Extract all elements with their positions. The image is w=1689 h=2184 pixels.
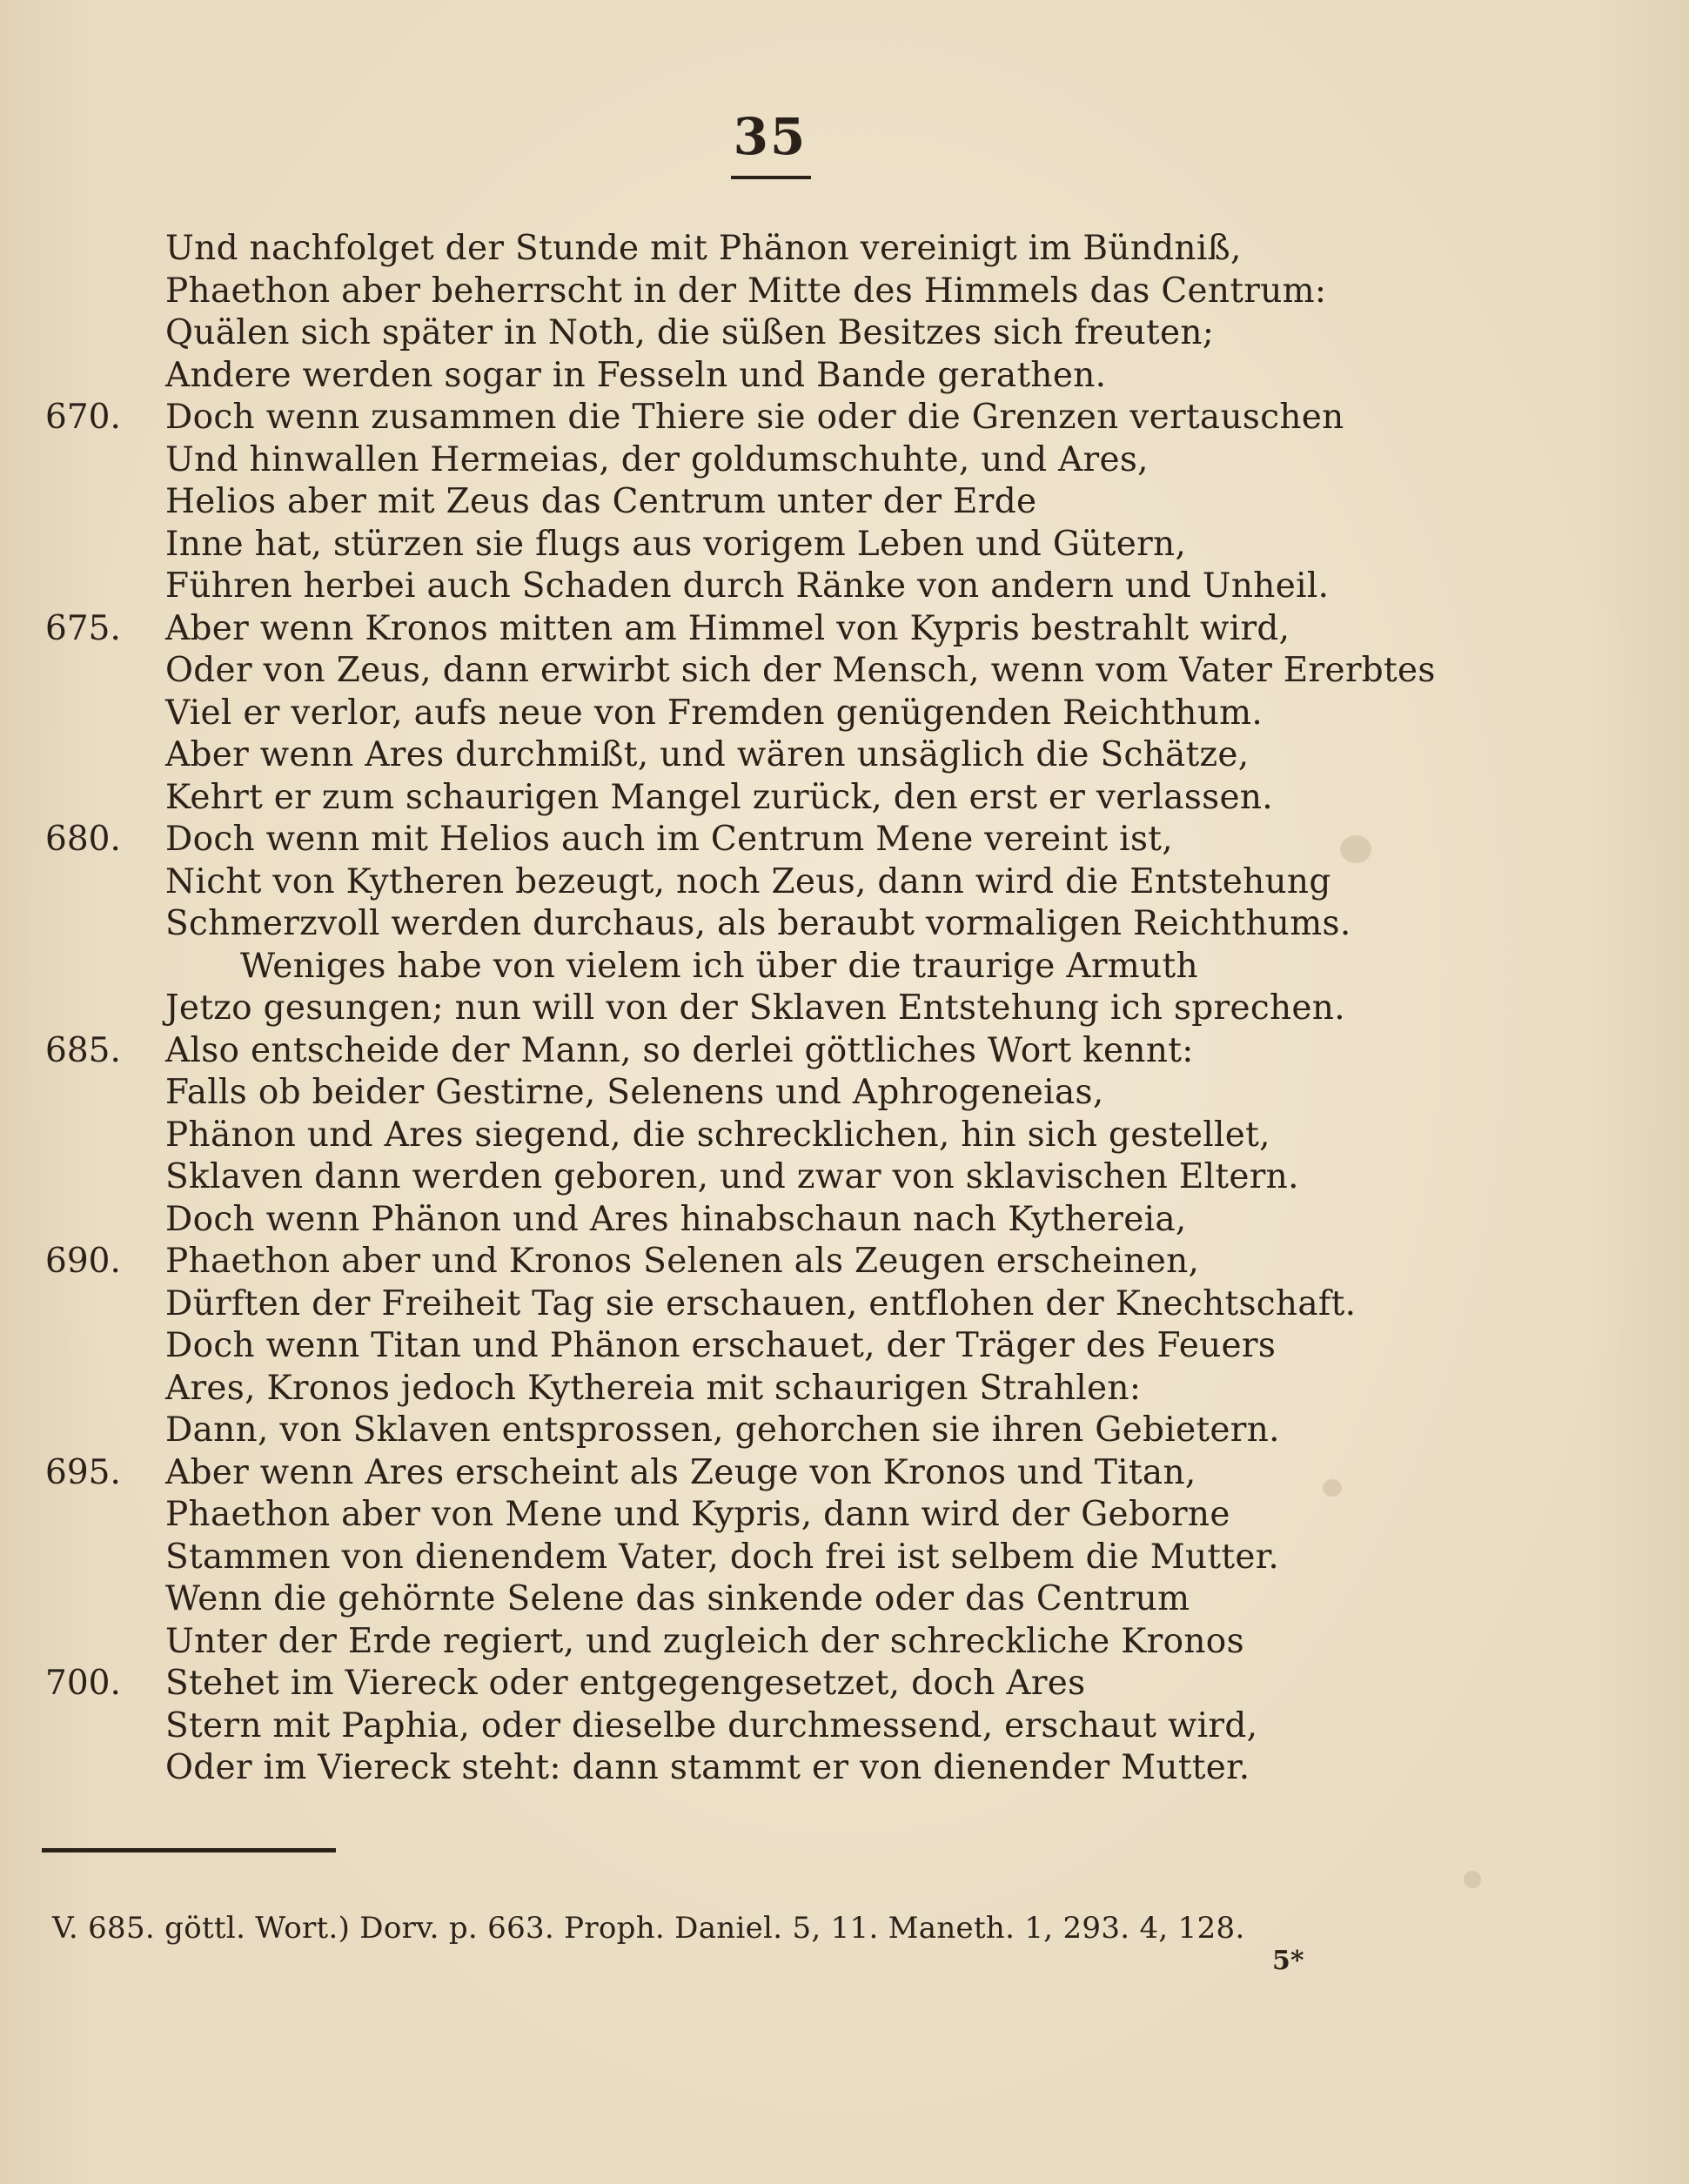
paper-stain bbox=[1464, 1871, 1481, 1888]
verse-line bbox=[0, 355, 1689, 398]
verse-number: 695. bbox=[45, 1452, 121, 1492]
verse-number: 690. bbox=[45, 1242, 121, 1281]
verse-text: Helios aber mit Zeus das Centrum unter der Erde bbox=[165, 482, 1037, 521]
verse-line bbox=[0, 397, 1689, 439]
verse-text: Phaethon aber und Kronos Selenen als Zeugen erscheinen, bbox=[165, 1242, 1200, 1281]
verse-line bbox=[0, 1115, 1689, 1157]
verse-line bbox=[0, 1325, 1689, 1368]
verse-text: Dürften der Freiheit Tag sie erschauen, entflohen der Knechtschaft. bbox=[165, 1283, 1357, 1323]
verse-text: Dann, von Sklaven entsprossen, gehorchen sie ihren Gebietern. bbox=[165, 1410, 1280, 1450]
verse-text: Phaethon aber beherrscht in der Mitte des Himmels das Centrum: bbox=[165, 271, 1327, 311]
verse-text: Inne hat, stürzen sie flugs aus vorigem Leben und Gütern, bbox=[165, 524, 1187, 564]
verse-text: Doch wenn Titan und Phänon erschauet, der Träger des Feuers bbox=[165, 1326, 1277, 1365]
verse-text: Jetzo gesungen; nun will von der Sklaven Entstehung ich sprechen. bbox=[165, 988, 1345, 1028]
verse-number: 670. bbox=[45, 398, 121, 437]
verse-line bbox=[0, 1072, 1689, 1115]
verse-line bbox=[0, 1494, 1689, 1537]
verse-text: Phaethon aber von Mene und Kypris, dann wird der Geborne bbox=[165, 1495, 1230, 1534]
verse-line bbox=[0, 1283, 1689, 1326]
verse-line bbox=[0, 1241, 1689, 1283]
verse-text: Oder von Zeus, dann erwirbt sich der Mensch, wenn vom Vater Ererbtes bbox=[165, 651, 1436, 690]
verse-text: Doch wenn Phänon und Ares hinabschaun nach Kythereia, bbox=[165, 1199, 1187, 1239]
verse-block bbox=[0, 228, 1689, 1790]
verse-text: Aber wenn Ares durchmißt, und wären unsäglich die Schätze, bbox=[165, 735, 1250, 774]
verse-line bbox=[0, 1199, 1689, 1242]
verse-line bbox=[0, 1368, 1689, 1410]
verse-text: Führen herbei auch Schaden durch Ränke von andern und Unheil. bbox=[165, 566, 1330, 606]
verse-text: Und hinwallen Hermeias, der goldumschuhte, und Ares, bbox=[165, 439, 1149, 479]
verse-line bbox=[0, 312, 1689, 355]
verse-line bbox=[0, 1747, 1689, 1790]
verse-line bbox=[0, 819, 1689, 861]
verse-text: Doch wenn zusammen die Thiere sie oder die Grenzen vertauschen bbox=[165, 398, 1344, 437]
footnote-rule bbox=[42, 1848, 336, 1852]
verse-text: Andere werden sogar in Fesseln und Bande gerathen. bbox=[165, 355, 1107, 395]
verse-line bbox=[0, 693, 1689, 735]
verse-line bbox=[0, 650, 1689, 693]
verse-text: Quälen sich später in Noth, die süßen Besitzes sich freuten; bbox=[165, 313, 1215, 352]
verse-number: 680. bbox=[45, 820, 121, 859]
verse-text: Kehrt er zum schaurigen Mangel zurück, den erst er verlassen. bbox=[165, 777, 1273, 817]
verse-line bbox=[0, 903, 1689, 946]
verse-number: 675. bbox=[45, 608, 121, 648]
verse-text: Viel er verlor, aufs neue von Fremden genügenden Reichthum. bbox=[165, 693, 1263, 733]
verse-text: Stammen von dienendem Vater, doch frei ist selbem die Mutter. bbox=[165, 1537, 1280, 1577]
verse-text: Stern mit Paphia, oder dieselbe durchmessend, erschaut wird, bbox=[165, 1705, 1258, 1745]
verse-text: Wenn die gehörnte Selene das sinkende oder das Centrum bbox=[165, 1579, 1190, 1618]
verse-text: Weniges habe von vielem ich über die traurige Armuth bbox=[240, 946, 1198, 986]
verse-line bbox=[0, 1156, 1689, 1199]
verse-number: 700. bbox=[45, 1664, 121, 1703]
verse-text: Doch wenn mit Helios auch im Centrum Mene vereint ist, bbox=[165, 820, 1173, 859]
verse-line bbox=[0, 1578, 1689, 1621]
verse-line bbox=[0, 524, 1689, 566]
verse-line bbox=[0, 1410, 1689, 1452]
verse-line bbox=[0, 861, 1689, 904]
verse-text: Stehet im Viereck oder entgegengesetzet, doch Ares bbox=[165, 1664, 1086, 1703]
verse-line bbox=[0, 1621, 1689, 1664]
signature-mark: 5* bbox=[1272, 1946, 1304, 1976]
verse-line bbox=[0, 1663, 1689, 1705]
verse-line bbox=[0, 608, 1689, 651]
verse-line bbox=[0, 1030, 1689, 1073]
verse-text: Nicht von Kytheren bezeugt, noch Zeus, dann wird die Entstehung bbox=[165, 861, 1331, 901]
verse-text: Unter der Erde regiert, und zugleich der schreckliche Kronos bbox=[165, 1621, 1244, 1661]
verse-text: Schmerzvoll werden durchaus, als beraubt vormaligen Reichthums. bbox=[165, 904, 1351, 943]
page-number: 35 bbox=[733, 107, 808, 166]
verse-text: Und nachfolget der Stunde mit Phänon vereinigt im Bündniß, bbox=[165, 229, 1242, 268]
verse-line bbox=[0, 271, 1689, 313]
verse-line bbox=[0, 228, 1689, 271]
verse-line bbox=[0, 988, 1689, 1030]
verse-text: Aber wenn Ares erscheint als Zeuge von Kronos und Titan, bbox=[165, 1452, 1196, 1492]
verse-line bbox=[0, 1537, 1689, 1579]
footnote: V. 685. göttl. Wort.) Dorv. p. 663. Proph. Daniel. 5, 11. Maneth. 1, 293. 4, 128. bbox=[52, 1911, 1245, 1946]
verse-text: Also entscheide der Mann, so derlei göttliches Wort kennt: bbox=[165, 1030, 1194, 1070]
verse-line bbox=[0, 734, 1689, 777]
verse-text: Aber wenn Kronos mitten am Himmel von Kypris bestrahlt wird, bbox=[165, 608, 1290, 648]
verse-text: Oder im Viereck steht: dann stammt er von dienender Mutter. bbox=[165, 1748, 1250, 1787]
verse-line bbox=[0, 439, 1689, 482]
verse-line bbox=[0, 1705, 1689, 1748]
verse-line bbox=[0, 1452, 1689, 1495]
verse-line bbox=[0, 566, 1689, 608]
verse-text: Phänon und Ares siegend, die schrecklichen, hin sich gestellet, bbox=[165, 1115, 1270, 1155]
verse-text: Ares, Kronos jedoch Kythereia mit schaurigen Strahlen: bbox=[165, 1368, 1142, 1408]
verse-line bbox=[0, 777, 1689, 820]
verse-line bbox=[0, 481, 1689, 524]
verse-number: 685. bbox=[45, 1030, 121, 1070]
page-number-rule bbox=[731, 176, 811, 179]
verse-text: Sklaven dann werden geboren, und zwar von sklavischen Eltern. bbox=[165, 1157, 1299, 1196]
verse-line bbox=[0, 946, 1689, 988]
verse-text: Falls ob beider Gestirne, Selenens und Aphrogeneias, bbox=[165, 1073, 1104, 1112]
